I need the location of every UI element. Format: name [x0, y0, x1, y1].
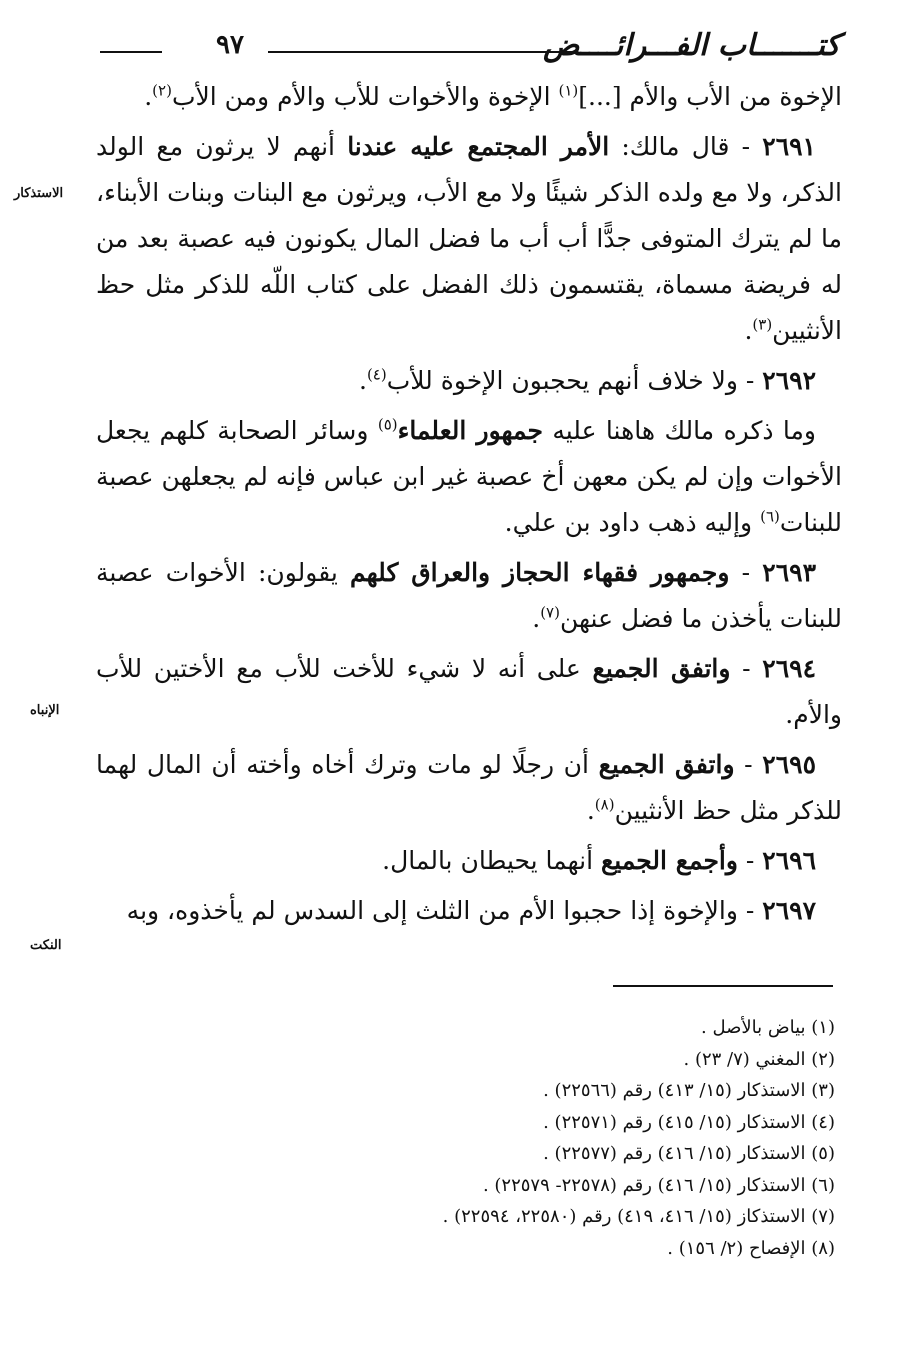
footnote-marker[interactable]: (٦): [760, 507, 780, 526]
numbered-paragraph: ٢٦٩٧ - والإخوة إذا حجبوا الأم من الثلث إلى السدس لم يأخذوه، وبه: [126, 896, 816, 925]
numbered-paragraph: ٢٦٩١ - قال مالك: الأمر المجتمع عليه عندنا أنهم لا يرثون مع الولد الذكر، ولا مع ولده الذكر شيئًا ولا مع الأب، ويرثون مع البنات وبنات الأبناء، ما لم يترك المتوفى جدًّا أب أب ما فضل المال يكونون فيه عصبة بعد من له فريضة مسماة، يقتسمون ذلك الفضل على كتاب اللّه للذكر مثل حظ الأنثيين$^{(٣)}$.: [96, 132, 842, 345]
main-text: [96, 74, 842, 934]
footnote-marker[interactable]: (٢): [152, 81, 172, 100]
footnote-marker[interactable]: (٨): [594, 795, 615, 814]
margin-source-tag: الإنباه: [30, 703, 60, 718]
footnote-separator: [613, 985, 833, 987]
header-rule-short: [100, 51, 162, 53]
bold-phrase: وجمهور فقهاء الحجاز والعراق كلهم: [350, 558, 730, 587]
paragraph: وما ذكره مالك هاهنا عليه جمهور العلماء$^{(٥)}$ وسائر الصحابة كلهم يجعل الأخوات وإن لم يكن معهن أخ عصبة غير ابن عباس فإنه لم يجعلهن عصبة للبنات$^{(٦)}$ وإليه ذهب داود بن علي.: [96, 415, 842, 537]
bold-phrase: جمهور العلماء: [397, 416, 543, 445]
footnotes: [135, 1012, 835, 1264]
footnote: (١) بياض بالأصل .: [701, 1017, 835, 1038]
bold-phrase: واتفق الجميع: [592, 654, 731, 683]
bold-phrase: وأجمع الجميع: [600, 846, 738, 875]
footnote: (٣) الاستذكار (١٥/ ٤١٣) رقم (٢٢٥٦٦) .: [543, 1080, 835, 1101]
footnote: (٤) الاستذكار (١٥/ ٤١٥) رقم (٢٢٥٧١) .: [543, 1111, 835, 1133]
paragraph-number: ٢٦٩٧: [762, 896, 816, 925]
numbered-paragraph: ٢٦٩٦ - وأجمع الجميع أنهما يحيطان بالمال.: [382, 846, 816, 875]
running-header: [100, 24, 840, 74]
footnote-marker[interactable]: (٧): [540, 603, 560, 622]
footnote-marker[interactable]: (٣): [752, 315, 773, 334]
margin-source-tag: النكت: [30, 938, 62, 953]
margin-source-tag: الاستذكار: [14, 186, 64, 201]
footnote: (٥) الاستذكار (١٥/ ٤١٦) رقم (٢٢٥٧٧) .: [543, 1143, 835, 1164]
footnote-marker[interactable]: (٤): [366, 365, 387, 384]
footnote: (٦) الاستذكار (١٥/ ٤١٦) رقم (٢٢٥٧٨- ٢٢٥٧٩) .: [482, 1174, 835, 1196]
bold-phrase: واتفق الجميع: [598, 750, 735, 779]
numbered-paragraph: ٢٦٩٤ - واتفق الجميع على أنه لا شيء للأخت للأب مع الأختين للأب والأم.: [96, 654, 842, 729]
numbered-paragraph: ٢٦٩٣ - وجمهور فقهاء الحجاز والعراق كلهم يقولون: الأخوات عصبة للبنات يأخذن ما فضل عنهن$^{(٧)}$.: [96, 558, 842, 633]
page-number: ٩٧: [216, 30, 244, 60]
numbered-paragraph: ٢٦٩٢ - ولا خلاف أنهم يحجبون الإخوة للأب$^{(٤)}$.: [358, 365, 816, 395]
numbered-paragraph: ٢٦٩٥ - واتفق الجميع أن رجلًا لو مات وترك أخاه وأخته أن المال لهما للذكر مثل حظ الأنثيين$^{(٨)}$.: [96, 750, 842, 825]
paragraph: الإخوة من الأب والأم [...]$^{(١)}$ الإخوة والأخوات للأب والأم ومن الأب$^{(٢)}$.: [144, 81, 842, 111]
footnote-marker[interactable]: (٥): [377, 415, 398, 434]
paragraph-number: ٢٦٩١: [762, 132, 816, 161]
footnote: (٧) الاستذكاز (١٥/ ٤١٦، ٤١٩) رقم (٢٢٥٨٠، ٢٢٥٩٤) .: [442, 1206, 835, 1227]
footnote: (٢) المغني (٧/ ٢٣) .: [683, 1048, 835, 1070]
paragraph-number: ٢٦٩٥: [762, 750, 817, 779]
footnote-marker[interactable]: (١): [558, 81, 579, 100]
footnote: (٨) الإفصاح (٢/ ١٥٦) .: [667, 1237, 835, 1259]
header-rule: [268, 51, 578, 53]
bold-phrase: الأمر المجتمع عليه عندنا: [347, 132, 610, 161]
paragraph-number: ٢٦٩٤: [762, 654, 817, 683]
paragraph-number: ٢٦٩٦: [762, 846, 816, 875]
paragraph-number: ٢٦٩٣: [762, 558, 817, 587]
paragraph-number: ٢٦٩٢: [762, 366, 816, 395]
running-header-title: كتـــــــاب الفـــرائــــض: [543, 28, 840, 63]
